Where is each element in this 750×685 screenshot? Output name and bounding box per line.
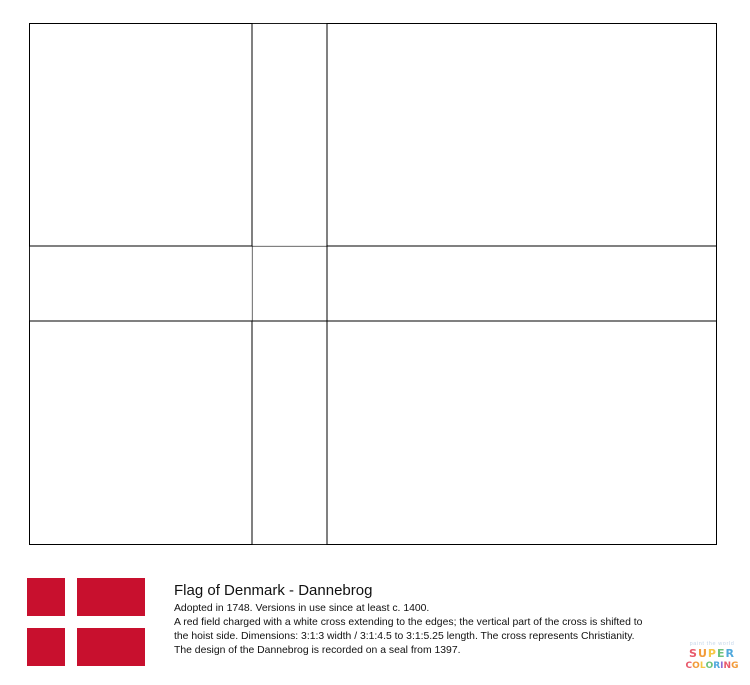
flag-cross-horizontal: [27, 616, 145, 628]
logo-letter: I: [720, 661, 724, 671]
logo-letter: S: [689, 647, 698, 660]
logo-letter: L: [699, 661, 706, 671]
logo-letter: C: [685, 661, 693, 671]
logo-letter: N: [723, 661, 732, 671]
caption-line: The design of the Dannebrog is recorded on a seal from 1397.: [174, 645, 461, 656]
flag-outline-drawing: [29, 23, 717, 545]
logo-tagline: paint the world: [689, 641, 735, 647]
caption-line: A red field charged with a white cross extending to the edges; the vertical part of the cross is shifted to: [174, 617, 643, 628]
caption-title: Flag of Denmark - Dannebrog: [174, 582, 373, 599]
caption-line: Adopted in 1748. Versions in use since at least c. 1400.: [174, 603, 430, 614]
super-coloring-logo: [682, 641, 742, 681]
logo-letter: U: [697, 647, 708, 660]
logo-word-coloring: [682, 660, 742, 672]
logo-letter: R: [713, 661, 721, 671]
logo-letter: E: [716, 647, 726, 660]
caption-line: the hoist side. Dimensions: 3:1:3 width / 3:1:4.5 to 3:1:5.25 length. The cross represents Christianity.: [174, 631, 635, 642]
denmark-flag-thumbnail: [27, 578, 145, 666]
logo-letter: P: [707, 647, 717, 660]
logo-letter: O: [705, 661, 714, 671]
logo-letter: G: [731, 661, 739, 671]
flag-caption: [174, 582, 654, 658]
logo-letter: O: [692, 661, 700, 671]
logo-letter: R: [725, 647, 735, 660]
logo-word-super: [682, 648, 742, 660]
